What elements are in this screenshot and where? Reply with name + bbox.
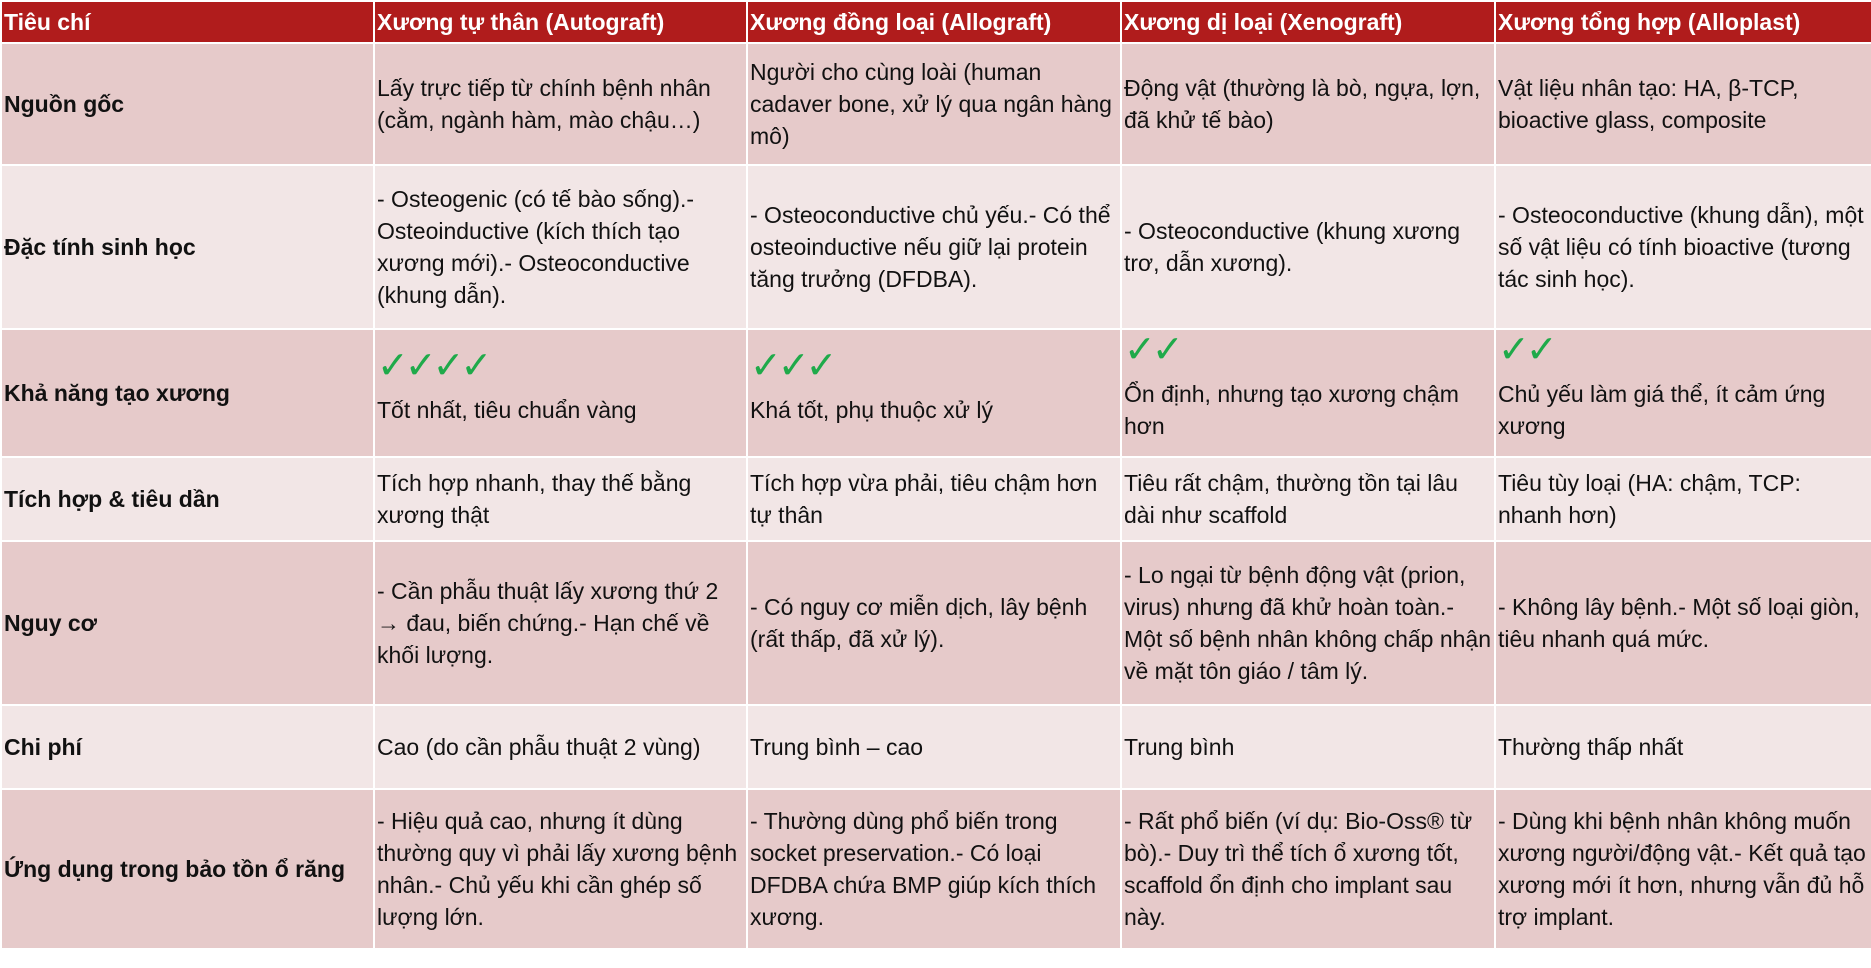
- autograft-cell: Cao (do cần phẫu thuật 2 vùng): [374, 705, 747, 789]
- xenograft-cell: - Lo ngại từ bệnh động vật (prion, virus) nhưng đã khử hoàn toàn.- Một số bệnh nhân không chấp nhận về mặt tôn giáo / tâm lý.: [1121, 541, 1495, 705]
- criterion-cell: Đặc tính sinh học: [1, 165, 374, 329]
- header-row: [1, 1, 1871, 43]
- header-criterion: Tiêu chí: [1, 1, 374, 43]
- allograft-cell: - Có nguy cơ miễn dịch, lây bệnh (rất thấp, đã xử lý).: [747, 541, 1121, 705]
- checkmark-rating-icon: ✓✓✓: [750, 345, 834, 387]
- table-row: [1, 329, 1871, 457]
- alloplast-cell: - Dùng khi bệnh nhân không muốn xương người/động vật.- Kết quả tạo xương mới ít hơn, nhưng vẫn đủ hỗ trợ implant.: [1495, 789, 1871, 949]
- rating-description: Ổn định, nhưng tạo xương chậm hơn: [1124, 381, 1459, 439]
- xenograft-cell: Động vật (thường là bò, ngựa, lợn, đã khử tế bào): [1121, 43, 1495, 165]
- rating-description: Tốt nhất, tiêu chuẩn vàng: [377, 397, 637, 423]
- alloplast-cell: Vật liệu nhân tạo: HA, β-TCP, bioactive glass, composite: [1495, 43, 1871, 165]
- table-row: [1, 165, 1871, 329]
- xenograft-cell: - Osteoconductive (khung xương trơ, dẫn xương).: [1121, 165, 1495, 329]
- alloplast-cell: [1495, 329, 1871, 457]
- allograft-cell: [747, 329, 1121, 457]
- checkmark-rating-icon: ✓✓: [1498, 329, 1554, 371]
- criterion-cell: Nguồn gốc: [1, 43, 374, 165]
- criterion-cell: Tích hợp & tiêu dần: [1, 457, 374, 541]
- autograft-cell: Lấy trực tiếp từ chính bệnh nhân (cằm, ngành hàm, mào chậu…): [374, 43, 747, 165]
- allograft-cell: Tích hợp vừa phải, tiêu chậm hơn tự thân: [747, 457, 1121, 541]
- xenograft-cell: - Rất phổ biến (ví dụ: Bio-Oss® từ bò).- Duy trì thể tích ổ xương tốt, scaffold ổn định cho implant sau này.: [1121, 789, 1495, 949]
- header-autograft: Xương tự thân (Autograft): [374, 1, 747, 43]
- header-xenograft: Xương dị loại (Xenograft): [1121, 1, 1495, 43]
- autograft-cell: Tích hợp nhanh, thay thế bằng xương thật: [374, 457, 747, 541]
- criterion-cell: Khả năng tạo xương: [1, 329, 374, 457]
- allograft-cell: Người cho cùng loài (human cadaver bone, xử lý qua ngân hàng mô): [747, 43, 1121, 165]
- checkmark-rating-icon: ✓✓: [1124, 329, 1180, 371]
- allograft-cell: - Thường dùng phổ biến trong socket preservation.- Có loại DFDBA chứa BMP giúp kích thích xương.: [747, 789, 1121, 949]
- table-row: [1, 705, 1871, 789]
- checkmark-rating-icon: ✓✓✓✓: [377, 345, 489, 387]
- autograft-cell: [374, 329, 747, 457]
- alloplast-cell: - Không lây bệnh.- Một số loại giòn, tiêu nhanh quá mức.: [1495, 541, 1871, 705]
- autograft-cell: - Hiệu quả cao, nhưng ít dùng thường quy vì phải lấy xương bệnh nhân.- Chủ yếu khi cần ghép số lượng lớn.: [374, 789, 747, 949]
- criterion-cell: Chi phí: [1, 705, 374, 789]
- autograft-cell: - Cần phẫu thuật lấy xương thứ 2 → đau, biến chứng.- Hạn chế về khối lượng.: [374, 541, 747, 705]
- table-row: [1, 541, 1871, 705]
- autograft-cell: - Osteogenic (có tế bào sống).- Osteoinductive (kích thích tạo xương mới).- Osteoconductive (khung dẫn).: [374, 165, 747, 329]
- alloplast-cell: - Osteoconductive (khung dẫn), một số vật liệu có tính bioactive (tương tác sinh học).: [1495, 165, 1871, 329]
- allograft-cell: - Osteoconductive chủ yếu.- Có thể osteoinductive nếu giữ lại protein tăng trưởng (DFDBA).: [747, 165, 1121, 329]
- table-row: [1, 457, 1871, 541]
- xenograft-cell: [1121, 329, 1495, 457]
- xenograft-cell: Tiêu rất chậm, thường tồn tại lâu dài như scaffold: [1121, 457, 1495, 541]
- header-allograft: Xương đồng loại (Allograft): [747, 1, 1121, 43]
- rating-description: Chủ yếu làm giá thể, ít cảm ứng xương: [1498, 381, 1826, 439]
- rating-description: Khá tốt, phụ thuộc xử lý: [750, 397, 993, 423]
- xenograft-cell: Trung bình: [1121, 705, 1495, 789]
- header-alloplast: Xương tổng hợp (Alloplast): [1495, 1, 1871, 43]
- criterion-cell: Nguy cơ: [1, 541, 374, 705]
- alloplast-cell: Tiêu tùy loại (HA: chậm, TCP: nhanh hơn): [1495, 457, 1871, 541]
- table-row: [1, 789, 1871, 949]
- alloplast-cell: Thường thấp nhất: [1495, 705, 1871, 789]
- table-row: [1, 43, 1871, 165]
- criterion-cell: Ứng dụng trong bảo tồn ổ răng: [1, 789, 374, 949]
- allograft-cell: Trung bình – cao: [747, 705, 1121, 789]
